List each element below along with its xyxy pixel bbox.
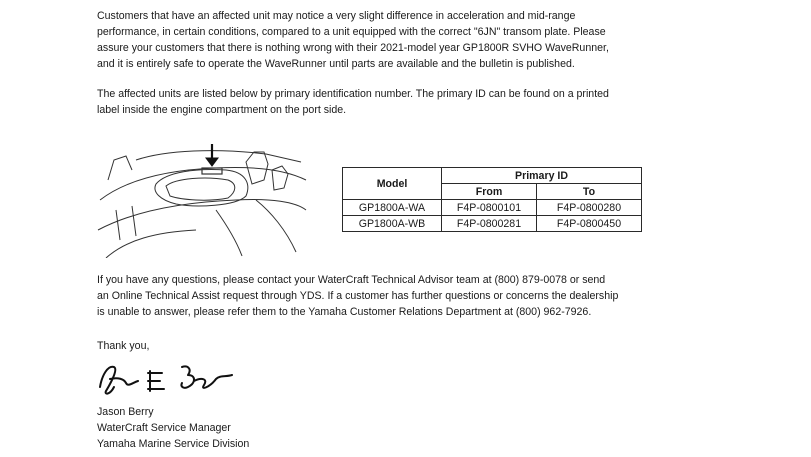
signer-division: Yamaha Marine Service Division [97, 438, 250, 450]
text-line: and it is entirely safe to operate the WaveRunner until parts are available and the bulletin is published. [97, 58, 575, 70]
text-line: performance, in certain conditions, compared to a unit equipped with the correct "6JN" transom plate. Please [97, 26, 606, 38]
header-model: Model [343, 168, 442, 200]
cell-model: GP1800A-WA [343, 200, 442, 216]
cell-model: GP1800A-WB [343, 216, 442, 232]
table-row [343, 216, 642, 232]
cell-to: F4P-0800450 [537, 216, 642, 232]
header-primary-id: Primary ID [442, 168, 642, 184]
cell-from: F4P-0800101 [442, 200, 537, 216]
text-line: label inside the engine compartment on the port side. [97, 104, 347, 116]
table-row [343, 200, 642, 216]
closing-thanks: Thank you, [97, 340, 150, 352]
text-line: Customers that have an affected unit may notice a very slight difference in acceleration and mid-range [97, 10, 576, 22]
text-line: is unable to answer, please refer them to the Yamaha Customer Relations Department at (800) 962-7926. [97, 306, 592, 318]
cell-from: F4P-0800281 [442, 216, 537, 232]
paragraph-affected-units [97, 86, 737, 118]
signature-block [97, 404, 249, 452]
header-from: From [442, 184, 537, 200]
engine-compartment-diagram [96, 140, 308, 258]
handwritten-signature [92, 357, 242, 399]
text-line: The affected units are listed below by primary identification number. The primary ID can be found on a printed [97, 88, 609, 100]
primary-id-table [342, 167, 642, 232]
paragraph-affected-performance [97, 8, 737, 72]
text-line: an Online Technical Assist request through YDS. If a customer has further questions or concerns the dealership [97, 290, 619, 302]
text-line: assure your customers that there is nothing wrong with their 2021-model year GP1800R SVHO WaveRunner, [97, 42, 609, 54]
signer-name: Jason Berry [97, 406, 154, 418]
cell-to: F4P-0800280 [537, 200, 642, 216]
text-line: If you have any questions, please contact your WaterCraft Technical Advisor team at (800) 879-0078 or send [97, 274, 606, 286]
header-to: To [537, 184, 642, 200]
signer-title: WaterCraft Service Manager [97, 422, 231, 434]
paragraph-contact-info [97, 272, 737, 320]
